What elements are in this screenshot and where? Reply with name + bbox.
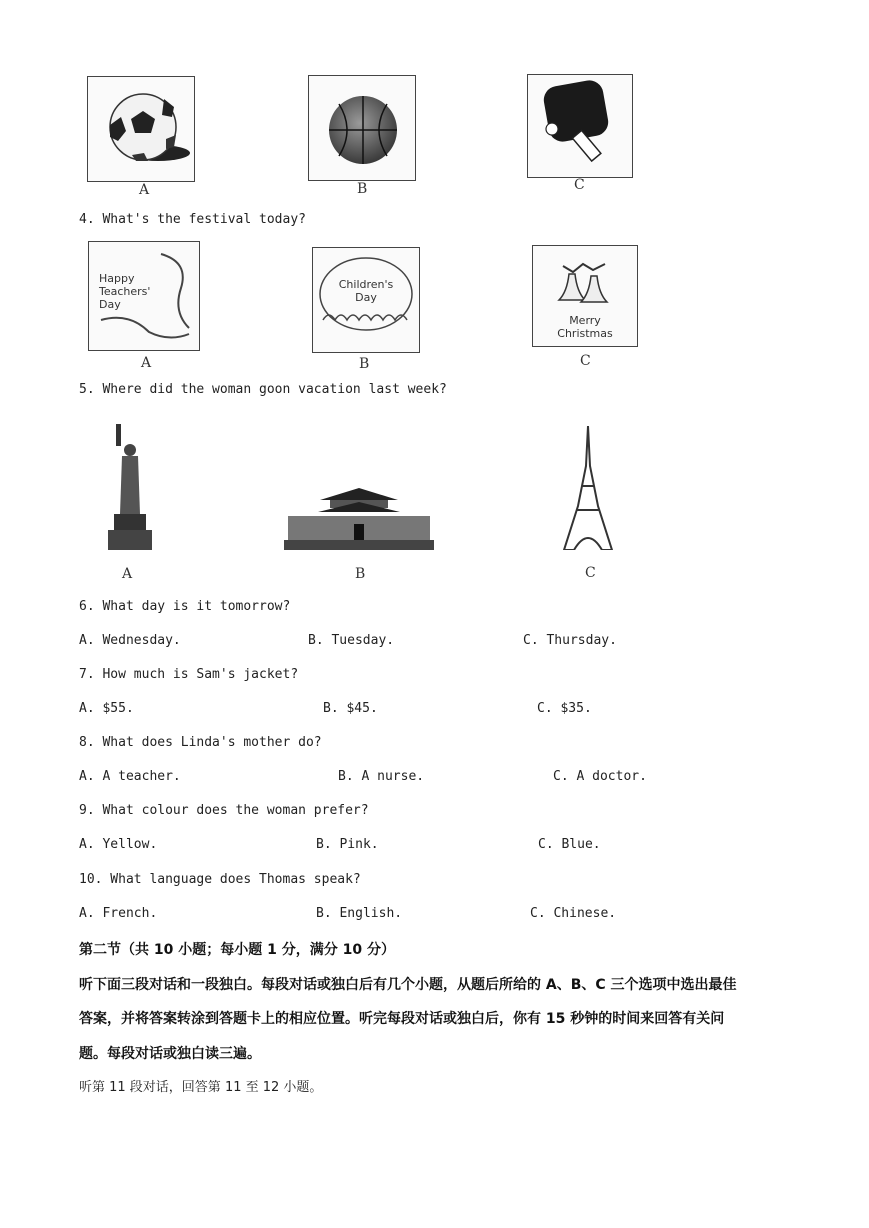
q6-option-a: A. Wednesday. (79, 633, 181, 648)
childrens-day-text: Children's Day (338, 278, 394, 304)
question-8: 8. What does Linda's mother do? (79, 735, 322, 750)
teachers-day-card (88, 241, 200, 351)
ping-pong-paddle-icon (528, 75, 632, 177)
question-4: 4. What's the festival today? (79, 212, 306, 227)
statue-of-liberty-icon (100, 424, 160, 552)
eiffel-label: C (585, 565, 596, 581)
q10-option-c: C. Chinese. (530, 906, 617, 921)
section-2-instructions-line-2: 答案，并将答案转涂到答题卡上的相应位置。听完每段对话或独白后，你有 15 秒钟的时间来回答有关问 (79, 1011, 725, 1027)
tiananmen-icon (284, 486, 434, 550)
dialogue-11-intro: 听第 11 段对话，回答第 11 至 12 小题。 (79, 1080, 323, 1095)
q8-option-b: B. A nurse. (338, 769, 425, 784)
christmas-text: Merry Christmas (557, 314, 613, 340)
q9-option-a: A. Yellow. (79, 837, 158, 852)
q9-option-c: C. Blue. (538, 837, 601, 852)
childrens-day-card (312, 247, 420, 353)
section-2-instructions-line-3: 题。每段对话或独白读三遍。 (79, 1046, 261, 1062)
q9-option-b: B. Pink. (316, 837, 379, 852)
section-2-instructions-line-1: 听下面三段对话和一段独白。每段对话或独白后有几个小题，从题后所给的 A、B、C 三个选项中选出最佳 (79, 977, 737, 993)
question-5: 5. Where did the woman goon vacation last week? (79, 382, 447, 397)
option-b-label: B (357, 181, 368, 197)
question-9: 9. What colour does the woman prefer? (79, 803, 369, 818)
statue-label: A (122, 566, 133, 582)
question-7: 7. How much is Sam's jacket? (79, 667, 299, 682)
question-6: 6. What day is it tomorrow? (79, 599, 291, 614)
card-c-label: C (580, 353, 591, 369)
option-a-image (87, 76, 195, 182)
q8-option-a: A. A teacher. (79, 769, 181, 784)
q8-option-c: C. A doctor. (553, 769, 647, 784)
section-2-heading: 第二节（共 10 小题；每小题 1 分，满分 10 分） (79, 942, 395, 958)
basketball-icon (309, 76, 415, 180)
q6-option-b: B. Tuesday. (308, 633, 395, 648)
option-c-label: C (574, 177, 585, 193)
q10-option-b: B. English. (316, 906, 403, 921)
ribbon-icon (89, 242, 199, 350)
option-c-image (527, 74, 633, 178)
q6-option-c: C. Thursday. (523, 633, 617, 648)
question-10: 10. What language does Thomas speak? (79, 872, 361, 887)
q7-option-b: B. $45. (323, 701, 378, 716)
option-b-image (308, 75, 416, 181)
option-a-label: A (139, 182, 150, 198)
christmas-card (532, 245, 638, 347)
card-b-label: B (359, 356, 370, 372)
q7-option-c: C. $35. (537, 701, 592, 716)
teachers-day-text: Happy Teachers' Day (99, 272, 151, 311)
card-a-label: A (141, 355, 152, 371)
tiananmen-label: B (355, 566, 366, 582)
soccer-ball-icon (88, 77, 194, 181)
q7-option-a: A. $55. (79, 701, 134, 716)
eiffel-tower-icon (562, 426, 614, 550)
q10-option-a: A. French. (79, 906, 158, 921)
